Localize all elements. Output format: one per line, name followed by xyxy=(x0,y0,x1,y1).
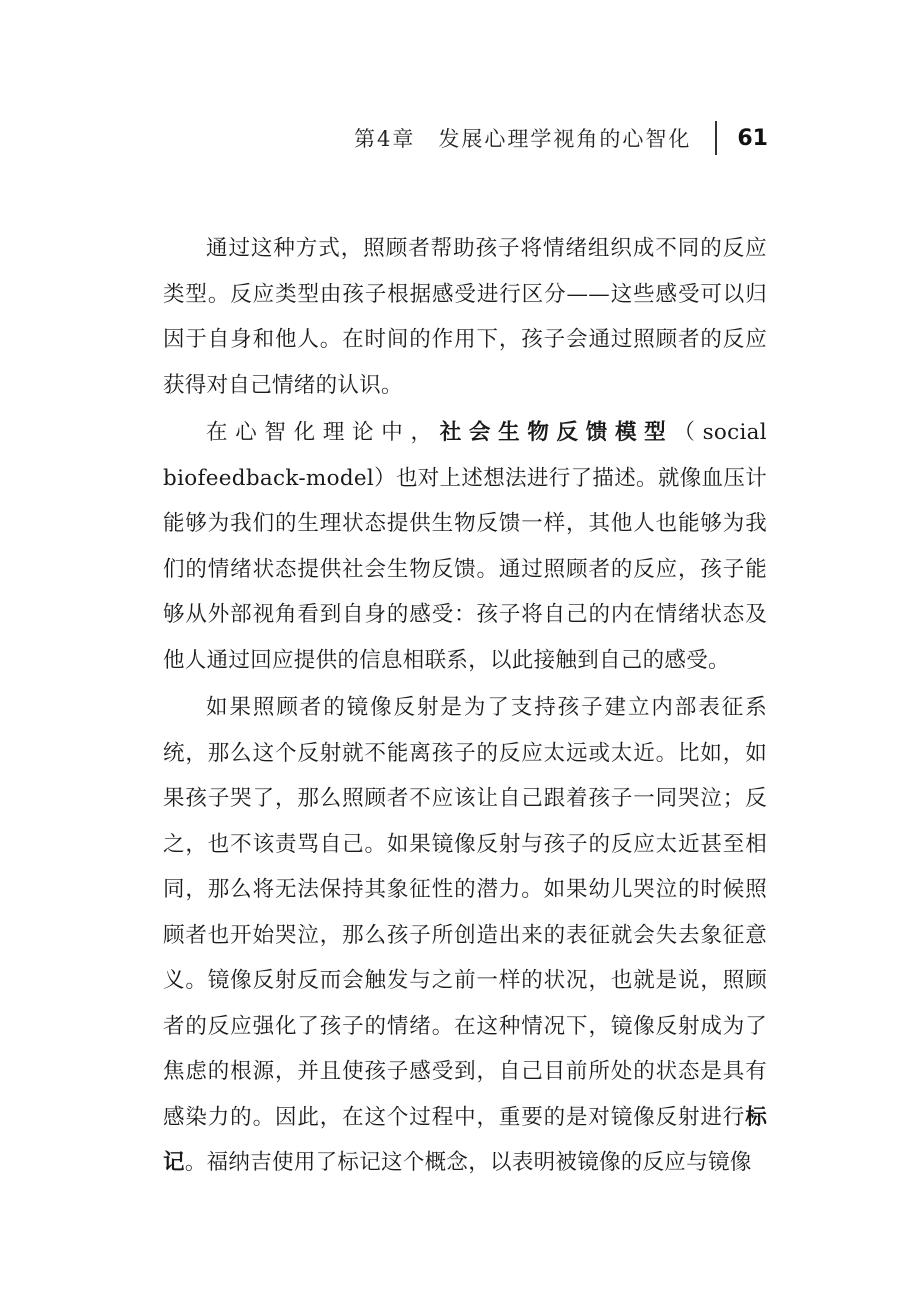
page-body xyxy=(163,226,767,1186)
paragraph-1 xyxy=(163,226,767,408)
paragraph-3-text-a: 如果照顾者的镜像反射是为了支持孩子建立内部表征系统，那么这个反射就不能离孩子的反应太远或太近。比如，如果孩子哭了，那么照顾者不应该让自己跟着孩子一同哭泣；反之，也不该责骂自己。如果镜像反射与孩子的反应太近甚至相同，那么将无法保持其象征性的潜力。如果幼儿哭泣的时候照顾者也开始哭泣，那么孩子所创造出来的表征就会失去象征意义。镜像反射反而会触发与之前一样的状况，也就是说，照顾者的反应强化了孩子的情绪。在这种情况下，镜像反射成为了焦虑的根源，并且使孩子感受到，自己目前所处的状态是具有感染力的。因此，在这个过程中，重要的是对镜像反射进行 xyxy=(163,695,767,1130)
paragraph-3 xyxy=(163,685,767,1186)
chapter-title: 第4章 发展心理学视角的心智化 xyxy=(354,127,692,151)
paragraph-3-text-b: 。福纳吉使用了标记这个概念，以表明被镜像的反应与镜像 xyxy=(184,1150,752,1175)
paragraph-1-text: 通过这种方式，照顾者帮助孩子将情绪组织成不同的反应类型。反应类型由孩子根据感受进行区分——这些感受可以归因于自身和他人。在时间的作用下，孩子会通过照顾者的反应获得对自己情绪的认识。 xyxy=(163,236,767,398)
paragraph-2-text-a: 在心智化理论中， xyxy=(206,420,440,445)
term-social-biofeedback-model: 社会生物反馈模型 xyxy=(439,420,674,445)
header-divider xyxy=(715,121,717,155)
page-number: 61 xyxy=(737,125,768,151)
running-header xyxy=(354,118,768,158)
term-marking: 标记 xyxy=(163,1104,767,1175)
paragraph-2 xyxy=(163,410,767,683)
paragraph-2-text-b: （social biofeedback-model）也对上述想法进行了描述。就像血压计能够为我们的生理状态提供生物反馈一样，其他人也能够为我们的情绪状态提供社会生物反馈。通过照顾者的反应，孩子能够从外部视角看到自身的感受：孩子将自己的内在情绪状态及他人通过回应提供的信息相联系，以此接触到自己的感受。 xyxy=(163,420,767,673)
